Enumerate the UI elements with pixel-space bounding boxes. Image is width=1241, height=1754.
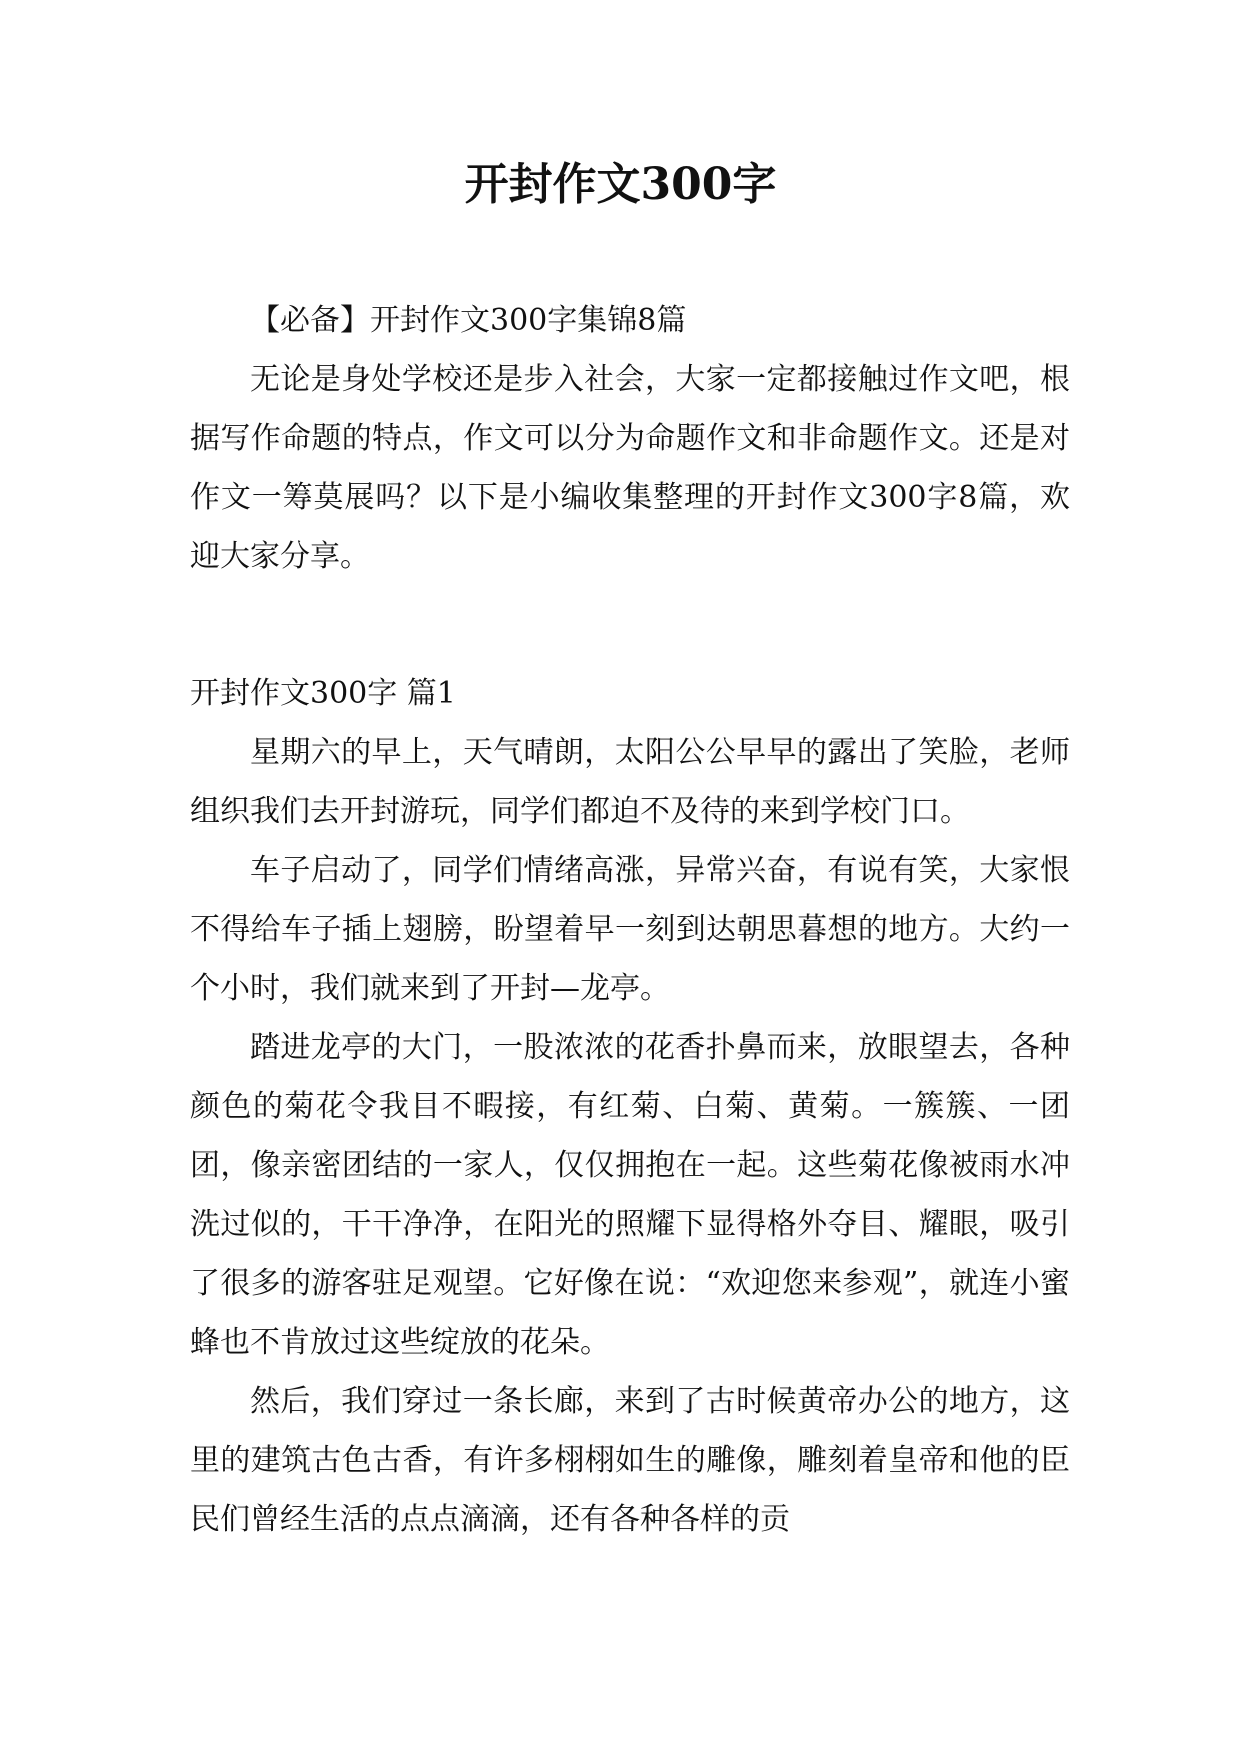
paragraph: 车子启动了，同学们情绪高涨，异常兴奋，有说有笑，大家恨不得给车子插上翅膀，盼望着早一刻到达朝思暮想的地方。大约一个小时，我们就来到了开封—龙亭。 [190, 853, 1070, 1006]
paragraph: 踏进龙亭的大门，一股浓浓的花香扑鼻而来，放眼望去，各种颜色的菊花令我目不暇接，有红菊、白菊、黄菊。一簇簇、一团团，像亲密团结的一家人，仅仅拥抱在一起。这些菊花像被雨水冲洗过似的，干干净净，在阳光的照耀下显得格外夺目、耀眼，吸引了很多的游客驻足观望。它好像在说：“欢迎您来参观”，就连小蜜蜂也不肯放过这些绽放的花朵。 [190, 1030, 1070, 1360]
document-title: 开封作文300字 [464, 159, 777, 210]
intro-paragraph: 无论是身处学校还是步入社会，大家一定都接触过作文吧，根据写作命题的特点，作文可以分为命题作文和非命题作文。还是对作文一筹莫展吗？以下是小编收集整理的开封作文300字8篇，欢迎大家分享。 [190, 362, 1070, 574]
paragraph: 星期六的早上，天气晴朗，太阳公公早早的露出了笑脸，老师组织我们去开封游玩，同学们都迫不及待的来到学校门口。 [190, 735, 1070, 829]
paragraph: 然后，我们穿过一条长廊，来到了古时候黄帝办公的地方，这里的建筑古色古香，有许多栩栩如生的雕像，雕刻着皇帝和他的臣民们曾经生活的点点滴滴，还有各种各样的贡 [190, 1384, 1070, 1537]
document-body [190, 291, 1070, 1549]
section-gap [190, 586, 1070, 664]
intro-heading: 【必备】开封作文300字集锦8篇 [250, 303, 687, 338]
section-heading: 开封作文300字 篇1 [190, 676, 456, 711]
